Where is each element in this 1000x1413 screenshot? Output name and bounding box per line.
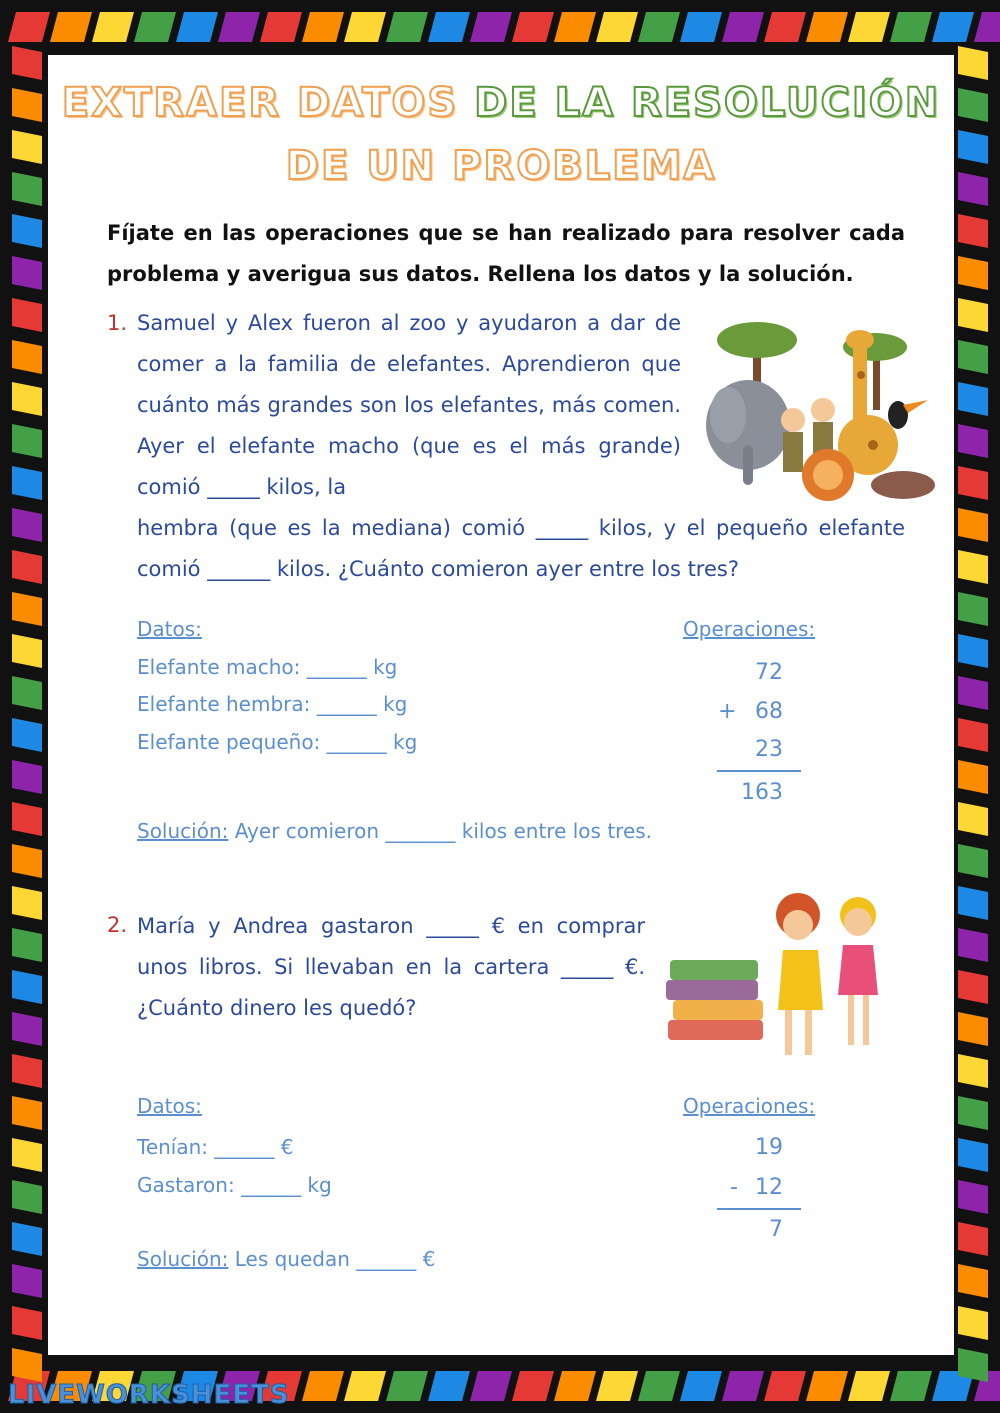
border-stripe (958, 550, 988, 584)
border-stripe (958, 718, 988, 752)
border-stripe (386, 12, 428, 42)
border-stripe (12, 256, 42, 290)
problem-2-solucion-label: Solución: (137, 1247, 229, 1271)
title-part-orange-2: DE UN PROBLEMA (285, 143, 717, 189)
border-stripe (680, 12, 722, 42)
problem-1-dato-2: Elefante hembra: ______ kg (137, 692, 408, 716)
border-stripe (12, 1012, 42, 1046)
border-stripe (12, 340, 42, 374)
border-stripe (12, 802, 42, 836)
border-stripe (12, 1222, 42, 1256)
border-stripe (218, 12, 260, 42)
border-stripe (12, 172, 42, 206)
border-stripe (554, 1371, 596, 1401)
border-stripe (958, 886, 988, 920)
title-part-green: DE LA RESOLUCIÓN (474, 80, 941, 126)
border-stripe (12, 634, 42, 668)
problem-1-operaciones-label: Operaciones: (683, 617, 816, 641)
problem-2-datos-label: Datos: (137, 1094, 202, 1118)
border-stripe (958, 970, 988, 1004)
border-stripe (958, 214, 988, 248)
border-stripe (302, 12, 344, 42)
border-stripe (958, 676, 988, 710)
border-stripe (890, 1371, 932, 1401)
girl-2-icon (838, 897, 878, 1045)
border-stripe (806, 1371, 848, 1401)
problem-1-solucion-text: Ayer comieron _______ kilos entre los tres. (234, 819, 653, 843)
lion-icon (802, 449, 854, 501)
border-stripe (12, 1054, 42, 1088)
border-stripe (764, 12, 806, 42)
border-stripe (764, 1371, 806, 1401)
border-stripe (12, 214, 42, 248)
border-stripe (512, 12, 554, 42)
border-stripe (958, 1054, 988, 1088)
border-stripe (638, 1371, 680, 1401)
border-stripe (958, 760, 988, 794)
border-stripe (806, 12, 848, 42)
border-stripe (386, 1371, 428, 1401)
border-stripe (344, 1371, 386, 1401)
border-stripe (958, 1264, 988, 1298)
problem-1-datos-label: Datos: (137, 617, 202, 641)
problem-2-solucion-text: Les quedan ______ € (234, 1247, 436, 1271)
border-stripe (176, 12, 218, 42)
problem-2-operand-2: 12 (755, 1175, 783, 1200)
problem-1-operand-3: 23 (755, 737, 783, 762)
border-stripe (958, 592, 988, 626)
border-stripe (932, 12, 974, 42)
problem-1-operand-2: 68 (755, 699, 783, 724)
problem-2-dato-1: Tenían: ______ € (137, 1135, 294, 1159)
zoo-animals-illustration (703, 305, 943, 505)
problem-1-sum-line (717, 770, 801, 772)
problem-1-text-bottom: hembra (que es la mediana) comió _____ kilos, y el pequeño elefante comió ______ kilos. ¿Cuánto comieron ayer entre los tres? (137, 516, 905, 581)
border-stripe (12, 1096, 42, 1130)
problem-2-subtraction-line (717, 1208, 801, 1210)
border-stripe (12, 550, 42, 584)
border-stripe (302, 1371, 344, 1401)
problem-1-text-top: Samuel y Alex fueron al zoo y ayudaron a dar de comer a la familia de elefantes. Aprendieron que cuánto más grandes son los elefantes, más comen. Ayer el elefante macho (que es el más grande) comió _____ kilos, la (137, 311, 681, 499)
border-stripe (12, 844, 42, 878)
border-stripe (12, 382, 42, 416)
border-stripe (12, 130, 42, 164)
border-stripe (596, 12, 638, 42)
border-stripe (428, 1371, 470, 1401)
border-stripe (958, 466, 988, 500)
problem-1-dato-3: Elefante pequeño: ______ kg (137, 730, 418, 754)
border-stripe (958, 802, 988, 836)
problem-1-result: 163 (741, 780, 783, 805)
border-stripe (958, 424, 988, 458)
problem-1-number: 1. (107, 311, 128, 335)
elephant-icon (706, 380, 790, 485)
problem-2-number: 2. (107, 913, 128, 937)
border-stripe (958, 256, 988, 290)
border-stripe (958, 1012, 988, 1046)
border-stripe (958, 1222, 988, 1256)
border-stripe (12, 1306, 42, 1340)
border-stripe (8, 12, 50, 42)
border-stripe (638, 12, 680, 42)
border-stripe (958, 1096, 988, 1130)
anteater-icon (871, 471, 935, 499)
border-stripe (12, 970, 42, 1004)
border-stripe (890, 12, 932, 42)
border-stripe (470, 12, 512, 42)
border-stripe (12, 508, 42, 542)
border-stripe (958, 844, 988, 878)
border-stripe (958, 1138, 988, 1172)
page-title-line-2 (48, 143, 954, 189)
worksheet-page (48, 55, 954, 1355)
border-stripe (722, 1371, 764, 1401)
instructions: Fíjate en las operaciones que se han realizado para resolver cada problema y averigua sus datos. Rellena los datos y la solución. (107, 221, 905, 286)
border-stripe (958, 298, 988, 332)
toucan-icon (888, 400, 928, 429)
border-stripe (92, 12, 134, 42)
border-stripe (958, 46, 988, 80)
border-stripe (958, 1306, 988, 1340)
border-stripe (848, 1371, 890, 1401)
border-stripe (428, 12, 470, 42)
border-stripe (848, 12, 890, 42)
border-stripe (12, 46, 42, 80)
problem-2-text: María y Andrea gastaron _____ € en comprar unos libros. Si llevaban en la cartera _____ €. ¿Cuánto dinero les quedó? (137, 914, 645, 1020)
border-stripe (12, 298, 42, 332)
girls-books-illustration (658, 880, 898, 1080)
problem-2-dato-2: Gastaron: ______ kg (137, 1173, 332, 1197)
border-stripe (958, 508, 988, 542)
problem-1-solucion (137, 819, 652, 843)
border-stripe (958, 634, 988, 668)
border-stripe (12, 676, 42, 710)
border-stripe (50, 12, 92, 42)
border-stripe (12, 466, 42, 500)
border-stripe (344, 12, 386, 42)
border-stripe (12, 1180, 42, 1214)
page-title-line-1 (48, 80, 954, 126)
border-stripe (12, 1264, 42, 1298)
border-stripe (680, 1371, 722, 1401)
problem-2-operator: - (730, 1175, 738, 1200)
problem-2-operand-1: 19 (755, 1135, 783, 1160)
problem-2-result: 7 (769, 1217, 783, 1242)
border-stripe (958, 382, 988, 416)
problem-1-operand-1: 72 (755, 660, 783, 685)
problem-1-operator: + (718, 699, 737, 724)
border-stripe (12, 760, 42, 794)
border-stripe (958, 172, 988, 206)
border-stripe (12, 592, 42, 626)
border-stripe (12, 928, 42, 962)
border-stripe (12, 718, 42, 752)
border-stripe (470, 1371, 512, 1401)
border-stripe (958, 1180, 988, 1214)
border-stripe (958, 928, 988, 962)
border-stripe (722, 12, 764, 42)
border-stripe (958, 130, 988, 164)
border-stripe (12, 88, 42, 122)
border-stripe (554, 12, 596, 42)
border-stripe (958, 88, 988, 122)
border-stripe (958, 340, 988, 374)
girl-1-icon (776, 893, 823, 1055)
problem-1-solucion-label: Solución: (137, 819, 229, 843)
title-part-orange: EXTRAER DATOS (61, 80, 459, 126)
books-icon (666, 960, 763, 1040)
border-stripe (260, 12, 302, 42)
border-stripe (12, 424, 42, 458)
border-stripe (12, 886, 42, 920)
problem-1-dato-1: Elefante macho: ______ kg (137, 655, 398, 679)
border-stripe (596, 1371, 638, 1401)
problem-2-operaciones-label: Operaciones: (683, 1094, 816, 1118)
border-stripe (512, 1371, 554, 1401)
liveworksheets-logo[interactable]: LIVEWORKSHEETS (8, 1380, 290, 1410)
border-stripe (12, 1138, 42, 1172)
border-stripe (134, 12, 176, 42)
border-stripe (974, 12, 1000, 42)
problem-2-solucion (137, 1247, 435, 1271)
